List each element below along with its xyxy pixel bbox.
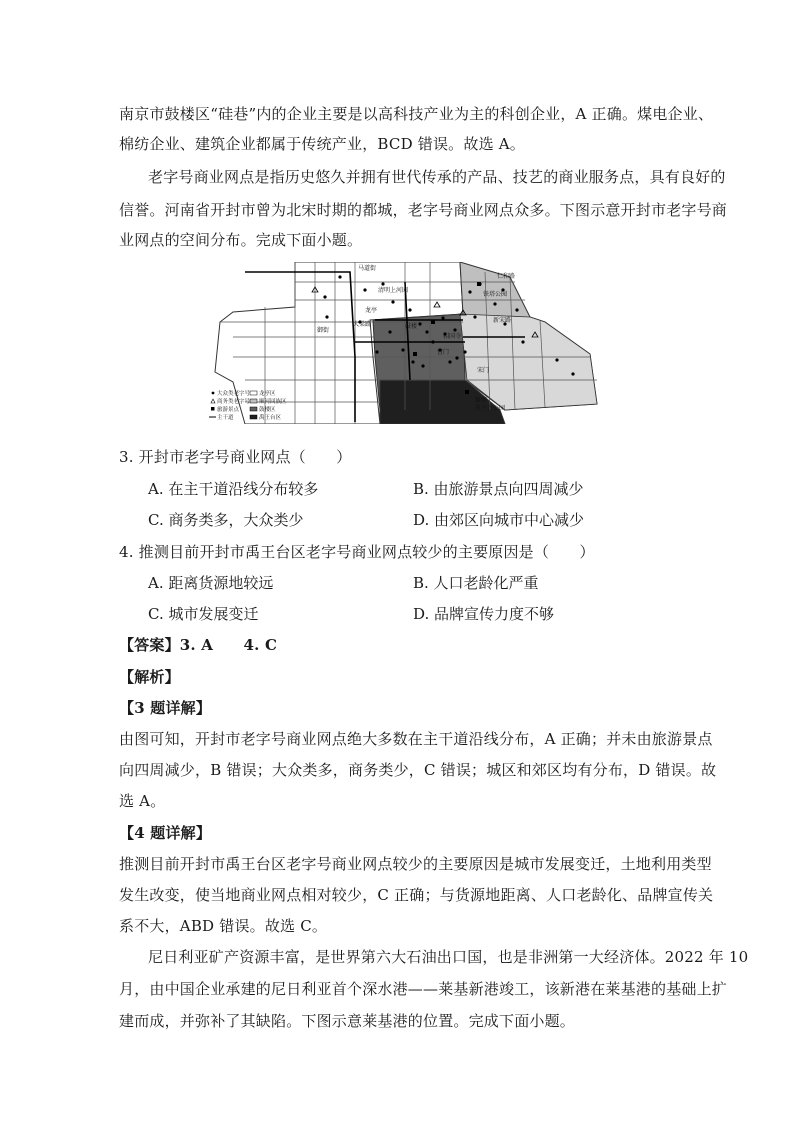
answer-line: 【答案】3. A 4. C (119, 636, 278, 654)
svg-text:主干道: 主干道 (217, 415, 234, 421)
detail3-line2: 向四周减少，B 错误；大众类多，商务类少，C 错误；城区和郊区均有分布，D 错误。故 (119, 761, 717, 779)
map-label-daliang: 大梁路 (353, 321, 372, 328)
map-label-xiangguosi: 相国寺 (443, 333, 462, 340)
para1-line1: 南京市鼓楼区“硅巷”内的企业主要是以高科技产业为主的科创企业，A 正确。煤电企业、 (119, 105, 714, 123)
svg-text:鼓楼区: 鼓楼区 (259, 407, 276, 413)
svg-text:大众类老字号: 大众类老字号 (217, 391, 251, 397)
para1-line2: 棉纺企业、建筑企业都属于传统产业，BCD 错误。故选 A。 (119, 135, 525, 153)
map-label-longting: 龙亭 (365, 307, 378, 314)
svg-text:旅游景点: 旅游景点 (217, 407, 240, 413)
map-label-gulou: 鼓楼 (405, 323, 418, 330)
kaifeng-map-figure (205, 262, 605, 424)
nigeria-line3: 建而成，并弥补了其缺陷。下图示意莱基港的位置。完成下面小题。 (119, 1012, 576, 1030)
detail4-line2: 发生改变，使当地商业网点相对较少，C 正确；与货源地距离、人口老龄化、品牌宣传关 (119, 886, 714, 904)
detail4-title: 【4 题详解】 (119, 824, 212, 842)
q3-option-d[interactable]: D. 由郊区向城市中心减少 (413, 511, 585, 529)
intro-line3: 业网点的空间分布。完成下面小题。 (119, 231, 363, 249)
analysis-heading: 【解析】 (119, 668, 180, 686)
detail4-line1: 推测目前开封市禹王台区老字号商业网点较少的主要原因是城市发展变迁，土地利用类型 (119, 855, 712, 873)
q4-option-d[interactable]: D. 品牌宣传力度不够 (413, 605, 555, 623)
intro-line1: 老字号商业网点是指历史悠久并拥有世代传承的产品、技艺的商业服务点，具有良好的 (148, 168, 726, 186)
svg-text:顺河回族区: 顺河回族区 (259, 399, 287, 405)
map-label-madaojie: 马道街 (358, 265, 377, 272)
map-label-songmen: 宋门 (477, 367, 490, 374)
svg-text:商务类老字号: 商务类老字号 (217, 399, 251, 405)
q3-stem: 3. 开封市老字号商业网点（ ） (119, 448, 352, 466)
map-label-caomen: 曹门 (437, 349, 450, 356)
nigeria-line2: 月，由中国企业承建的尼日利亚首个深水港——莱基新港竣工，该新港在莱基港的基础上扩 (119, 980, 728, 998)
detail3-title: 【3 题详解】 (119, 699, 212, 717)
detail3-line1: 由图可知，开封市老字号商业网点绝大多数在主干道沿线分布，A 正确；并未由旅游景点 (119, 730, 713, 748)
map-label-yujie: 御街 (317, 327, 330, 334)
map-label-tieta: 铁塔公园 (483, 291, 508, 298)
q3-option-b[interactable]: B. 由旅游景点向四周减少 (413, 480, 584, 498)
q3-option-c[interactable]: C. 商务类多，大众类少 (148, 511, 304, 529)
map-label-yuwangtai: 禹王台公园 (475, 405, 506, 412)
intro-line2: 信誉。河南省开封市曾为北宋时期的都城，老字号商业网点众多。下图示意开封市老字号商 (119, 201, 728, 219)
svg-text:龙亭区: 龙亭区 (259, 391, 276, 397)
q4-option-c[interactable]: C. 城市发展变迁 (148, 605, 259, 623)
detail3-line3: 选 A。 (119, 792, 166, 810)
q3-option-a[interactable]: A. 在主干道沿线分布较多 (148, 480, 319, 498)
map-label-qingming: 清明上河园 (378, 287, 409, 294)
detail4-line3: 系不大，ABD 错误。故选 C。 (119, 917, 328, 935)
map-label-renhe: 仁和路 (497, 273, 516, 280)
q4-stem: 4. 推测目前开封市禹王台区老字号商业网点较少的主要原因是（ ） (119, 543, 595, 561)
map-label-xinsong: 新宋路 (493, 317, 512, 324)
map-label-fanta: 繁塔 (475, 397, 488, 404)
q4-option-a[interactable]: A. 距离货源地较远 (148, 574, 274, 592)
svg-text:禹王台区: 禹王台区 (259, 415, 282, 421)
q4-option-b[interactable]: B. 人口老龄化严重 (413, 574, 539, 592)
nigeria-line1: 尼日利亚矿产资源丰富，是世界第六大石油出口国，也是非洲第一大经济体。2022 年 10 (148, 948, 749, 966)
